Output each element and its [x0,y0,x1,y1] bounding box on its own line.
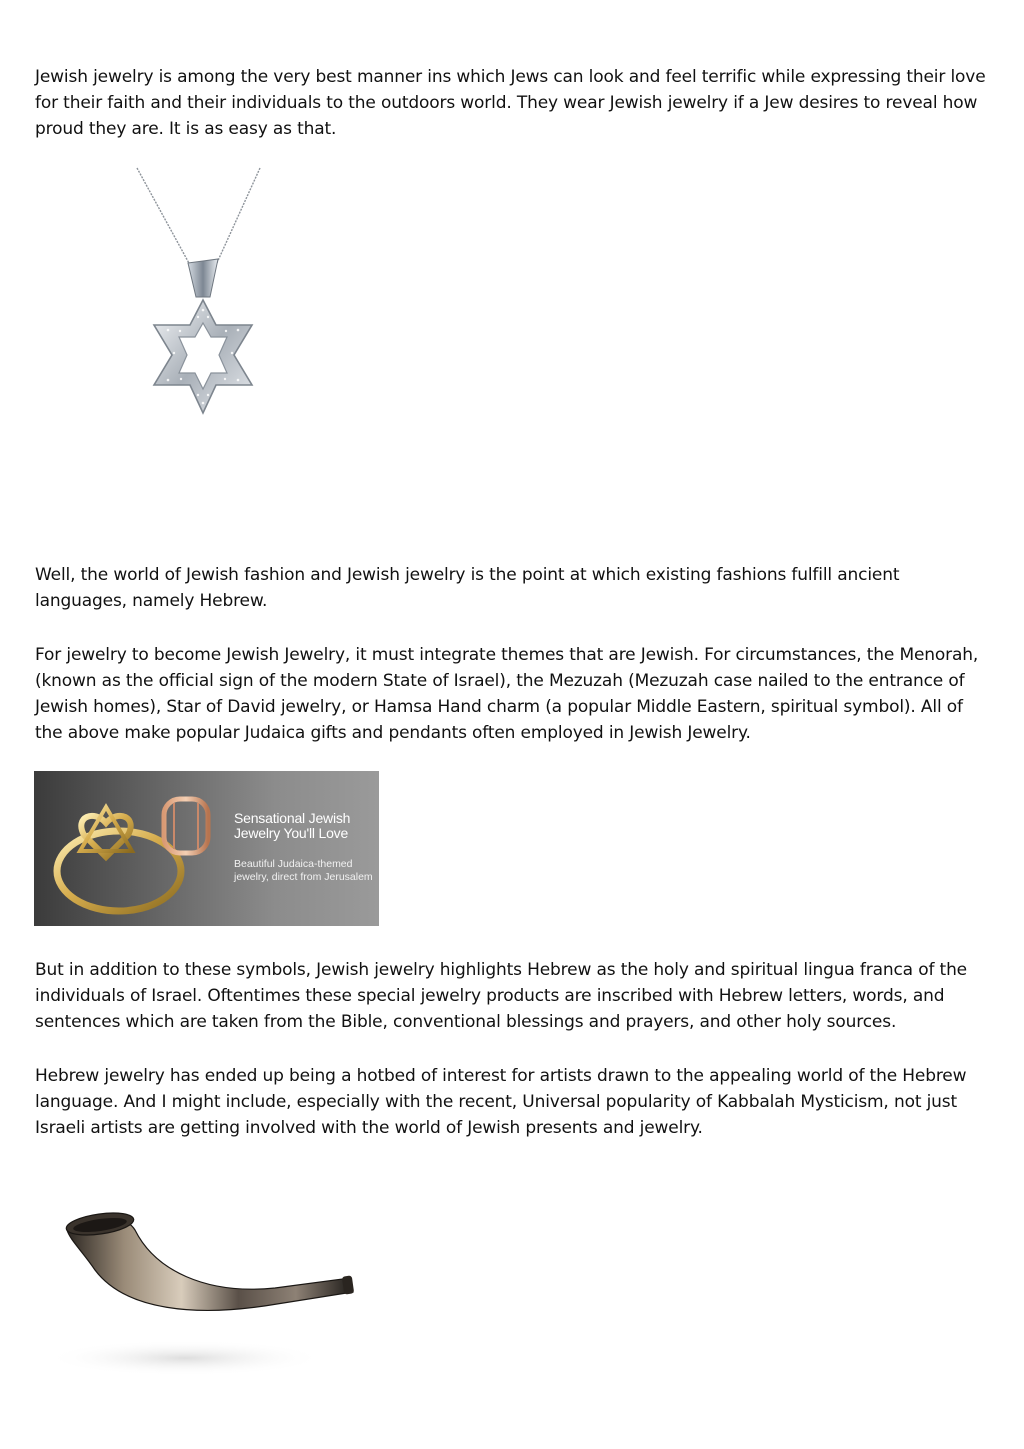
paragraph-hebrew-symbols: But in addition to these symbols, Jewish jewelry highlights Hebrew as the holy and spiritual lingua franca of the individuals of Israel. Oftentimes these special jewelry products are inscribed with Hebrew letters, words, and sentences which are taken from the Bible, conventional blessings and prayers, and other holy sources. [35,960,967,1032]
jewish-rings-icon [34,771,234,926]
star-of-david-pendant-icon [128,165,268,420]
shofar-image [45,1200,365,1400]
paragraph-intro: Jewish jewelry is among the very best manner ins which Jews can look and feel terrific while expressing their love for their faith and their individuals to the outdoors world. They wear Jewish jewelry if a Jew desires to reveal how proud they are. It is as easy as that. [35,67,986,139]
banner-subtitle: Beautiful Judaica-themed jewelry, direct from Jerusalem [234,858,373,883]
jewelry-banner-image [34,771,379,926]
paragraph-hebrew-artists: Hebrew jewelry has ended up being a hotbed of interest for artists drawn to the appealing world of the Hebrew language. And I might include, especially with the recent, Universal popularity of Kabbalah Mysticism, not just Israeli artists are getting involved with the world of Jewish presents and jewelry. [35,1066,967,1138]
banner-title: Sensational Jewish Jewelry You'll Love [234,810,351,841]
paragraph-themes: For jewelry to become Jewish Jewelry, it must integrate themes that are Jewish. For circumstances, the Menorah, (known as the official sign of the modern State of Israel), the Mezuzah (Mezuzah case nailed to the entrance of Jewish homes), Star of David jewelry, or Hamsa Hand charm (a popular Middle Eastern, spiritual symbol). All of the above make popular Judaica gifts and pendants often employed in Jewish Jewelry. [35,645,979,743]
paragraph-fashion: Well, the world of Jewish fashion and Jewish jewelry is the point at which existing fashions fulfill ancient languages, namely Hebrew. [35,565,900,611]
shofar-horn-icon [45,1200,365,1400]
star-of-david-pendant-image [128,165,268,420]
